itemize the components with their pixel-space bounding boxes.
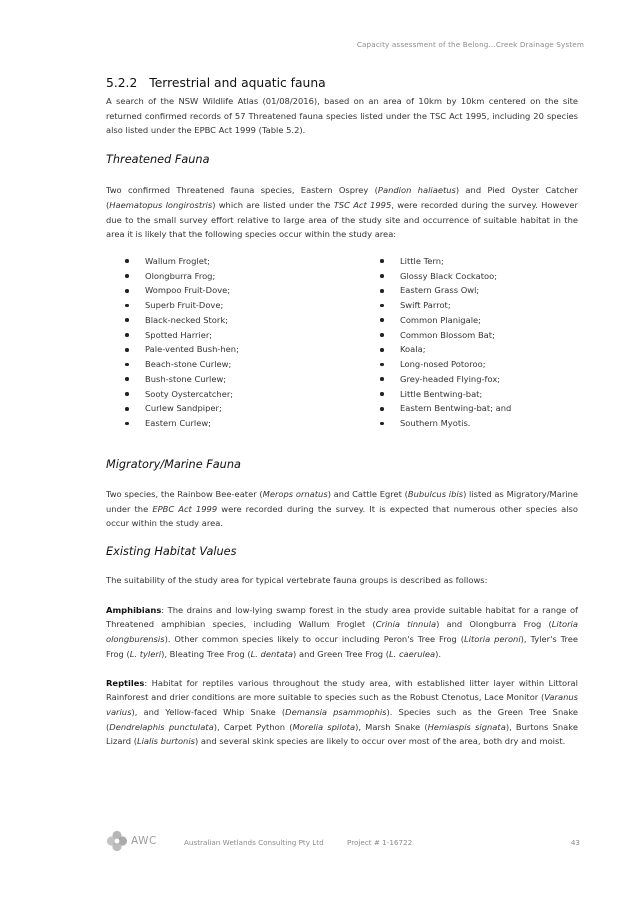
reptiles-paragraph: Reptiles: Habitat for reptiles various throughout the study area, with established litter layer within Littoral Rainforest and drier conditions are more suitable to species such as the Robust Ctenotus, Lace Monitor (Varanus varius), and Yellow-faced Whip Snake (Demansia psammophis). Species such as the Green Tree Snake (Dendrelaphis punctulata), Carpet Python (Morelia spilota), Marsh Snake (Hemiaspis signata), Burtons Snake Lizard (Lialis burtonis) and several skink species are likely to occur over most of the area, both dry and moist.	[106, 677, 579, 747]
logo-text: AWC	[131, 835, 157, 847]
reptiles-label: Reptiles	[106, 677, 145, 688]
footer-project: Project # 1-16722	[347, 838, 413, 847]
list-item: Superb Fruit-Dove;	[125, 298, 380, 313]
page-content	[106, 76, 578, 749]
habitat-heading: Existing Habitat Values	[106, 545, 237, 559]
list-item: Pale-vented Bush-hen;	[125, 342, 380, 357]
threatened-paragraph: Two confirmed Threatened fauna species, Eastern Osprey (Pandion haliaetus) and Pied Oyster Catcher (Haematopus longirostris) which are listed under the TSC Act 1995, were recorded during the survey. However due to the small survey effort relative to large area of the study site and occurrence of suitable habitat in the area it is likely that the following species occur within the study area:	[106, 185, 578, 240]
page-footer	[106, 830, 580, 854]
migratory-paragraph: Two species, the Rainbow Bee-eater (Merops ornatus) and Cattle Egret (Bubulcus ibis) listed as Migratory/Marine under the EPBC Act 1999 were recorded during the survey. It is expected that numerous other species also occur within the study area.	[106, 488, 578, 529]
migratory-heading: Migratory/Marine Fauna	[106, 457, 241, 471]
list-item: Common Planigale;	[380, 313, 511, 328]
threatened-heading: Threatened Fauna	[106, 153, 210, 167]
list-item: Black-necked Stork;	[125, 313, 380, 328]
awc-logo	[106, 830, 157, 852]
list-item: Little Tern;	[380, 254, 511, 269]
list-item: Grey-headed Flying-fox;	[380, 372, 511, 387]
list-item: Bush-stone Curlew;	[125, 372, 380, 387]
list-item: Common Blossom Bat;	[380, 328, 511, 343]
list-item: Sooty Oystercatcher;	[125, 387, 380, 402]
list-item: Olongburra Frog;	[125, 269, 380, 284]
list-item: Long-nosed Potoroo;	[380, 357, 511, 372]
footer-company: Australian Wetlands Consulting Pty Ltd	[184, 838, 324, 847]
list-item: Koala;	[380, 342, 511, 357]
list-item: Curlew Sandpiper;	[125, 401, 380, 416]
species-list	[106, 254, 578, 431]
list-item: Wompoo Fruit-Dove;	[125, 283, 380, 298]
running-header: Capacity assessment of the Belong...Creek Drainage System	[356, 40, 584, 49]
list-item: Little Bentwing-bat;	[380, 387, 511, 402]
list-item: Eastern Bentwing-bat; and	[380, 401, 511, 416]
list-item: Southern Myotis.	[380, 416, 511, 431]
section-heading	[106, 76, 578, 90]
list-item: Spotted Harrier;	[125, 328, 380, 343]
list-item: Wallum Froglet;	[125, 254, 380, 269]
list-item: Glossy Black Cockatoo;	[380, 269, 511, 284]
list-item: Swift Parrot;	[380, 298, 511, 313]
amphibians-label: Amphibians	[106, 604, 162, 615]
intro-paragraph: A search of the NSW Wildlife Atlas (01/08/2016), based on an area of 10km by 10km centered on the site returned confirmed records of 57 Threatened fauna species listed under the TSC Act 1995, including 20 species also listed under the EPBC Act 1999 (Table 5.2).	[106, 96, 578, 136]
awc-logo-icon	[106, 830, 128, 852]
section-number: 5.2.2	[106, 76, 138, 90]
species-list-left	[106, 254, 380, 431]
list-item: Beach-stone Curlew;	[125, 357, 380, 372]
species-list-right	[380, 254, 511, 431]
page-number: 43	[570, 838, 580, 847]
list-item: Eastern Curlew;	[125, 416, 380, 431]
list-item: Eastern Grass Owl;	[380, 283, 511, 298]
habitat-intro: The suitability of the study area for typical vertebrate fauna groups is described as follows:	[106, 575, 488, 586]
section-title: Terrestrial and aquatic fauna	[149, 76, 326, 90]
amphibians-paragraph: Amphibians: The drains and low-lying swamp forest in the study area provide suitable habitat for a range of Threatened amphibian species, including Wallum Froglet (Crinia tinnula) and Olongburra Frog (Litoria olongburensis). Other common species likely to occur including Peron's Tree Frog (Litoria peroni), Tyler's Tree Frog (L. tyleri), Bleating Tree Frog (L. dentata) and Green Tree Frog (L. caerulea).	[106, 604, 578, 659]
